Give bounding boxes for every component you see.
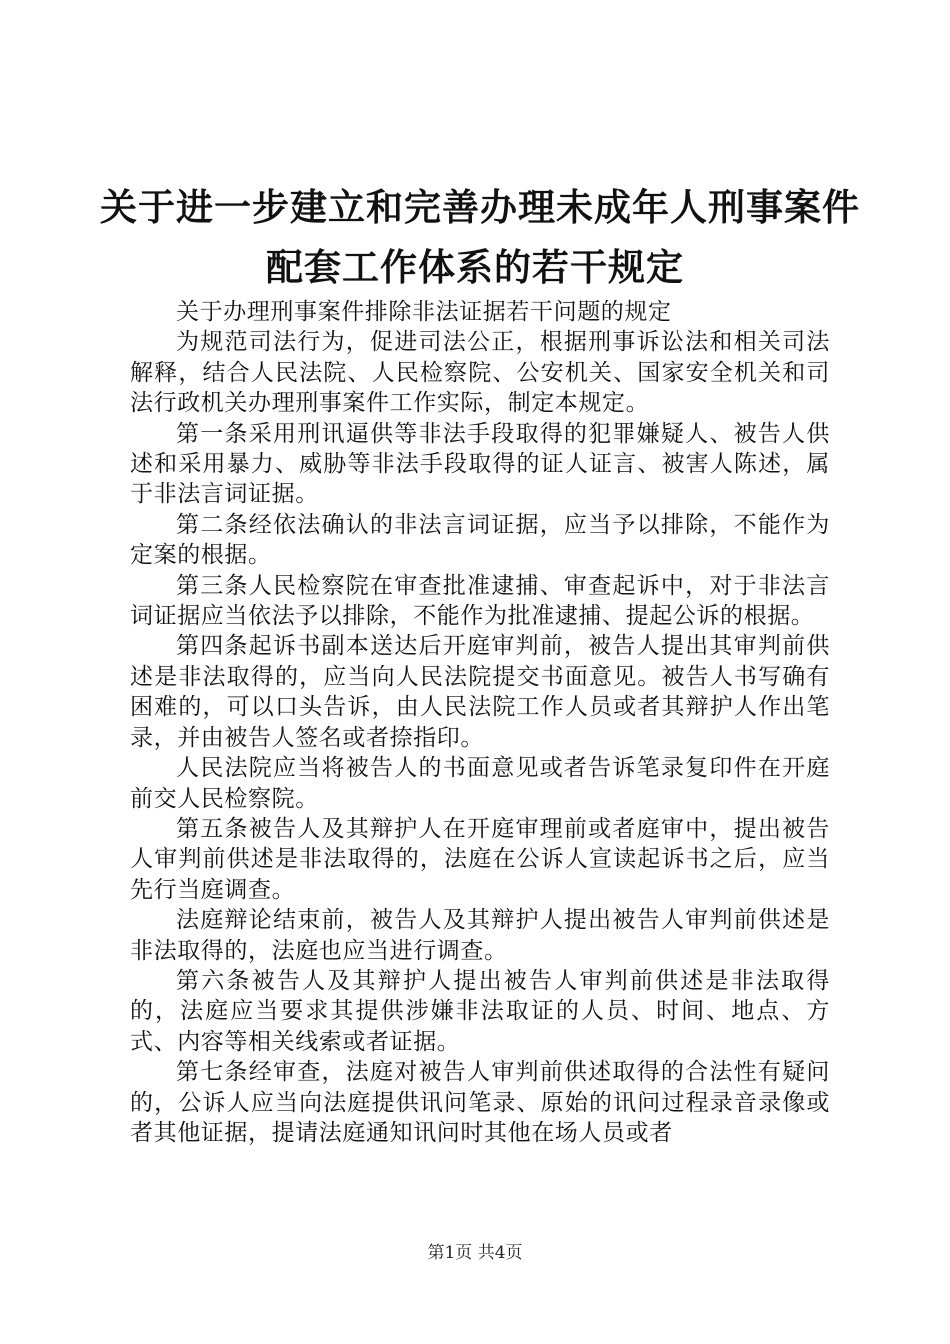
body-paragraph: 第二条经依法确认的非法言词证据，应当予以排除，不能作为定案的根据。: [130, 511, 830, 569]
body-paragraph: 第一条采用刑讯逼供等非法手段取得的犯罪嫌疑人、被告人供述和采用暴力、威胁等非法手段取得的证人证言、被害人陈述，属于非法言词证据。: [130, 420, 830, 508]
body-paragraph: 人民法院应当将被告人的书面意见或者告诉笔录复印件在开庭前交人民检察院。: [130, 755, 830, 812]
body-paragraph: 为规范司法行为，促进司法公正，根据刑事诉讼法和相关司法解释，结合人民法院、人民检察院、公安机关、国家安全机关和司法行政机关办理刑事案件工作实际，制定本规定。: [130, 329, 830, 417]
document-title-line-2: 配套工作体系的若干规定: [266, 246, 684, 289]
body-paragraph: 第三条人民检察院在审查批准逮捕、审查起诉中，对于非法言词证据应当依法予以排除，不能作为批准逮捕、提起公诉的根据。: [130, 572, 830, 630]
document-body: [130, 297, 830, 1148]
body-paragraph: 第七条经审查，法庭对被告人审判前供述取得的合法性有疑问的，公诉人应当向法庭提供讯问笔录、原始的讯问过程录音录像或者其他证据，提请法庭通知讯问时其他在场人员或者: [130, 1059, 830, 1146]
body-paragraph: 法庭辩论结束前，被告人及其辩护人提出被告人审判前供述是非法取得的，法庭也应当进行调查。: [130, 907, 830, 964]
subheading-paragraph: 关于办理刑事案件排除非法证据若干问题的规定: [176, 299, 672, 325]
body-paragraph: 第四条起诉书副本送达后开庭审判前，被告人提出其审判前供述是非法取得的，应当向人民法院提交书面意见。被告人书写确有困难的，可以口头告诉，由人民法院工作人员或者其辩护人作出笔录，并由被告人签名或者捺指印。: [130, 633, 830, 751]
body-paragraph: 第五条被告人及其辩护人在开庭审理前或者庭审中，提出被告人审判前供述是非法取得的，法庭在公诉人宣读起诉书之后，应当先行当庭调查。: [130, 815, 830, 903]
page-number-footer: 第1页 共4页: [427, 1243, 523, 1263]
body-paragraph: 第六条被告人及其辩护人提出被告人审判前供述是非法取得的，法庭应当要求其提供涉嫌非法取证的人员、时间、地点、方式、内容等相关线索或者证据。: [130, 967, 830, 1055]
document-title-line-1: 关于进一步建立和完善办理未成年人刑事案件: [100, 186, 860, 229]
